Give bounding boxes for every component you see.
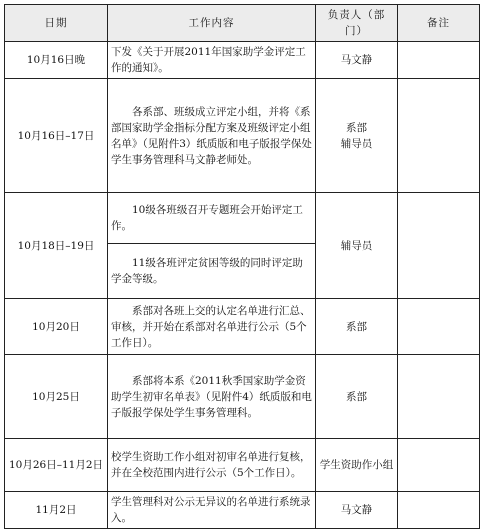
schedule-document	[4, 4, 480, 524]
date-cell: 10月26日–11月2日	[5, 439, 108, 492]
work-cell: 校学生资助工作小组对初审名单进行复核，并在全校范围内进行公示（5个工作日）。	[108, 439, 316, 492]
date-cell: 10月18日–19日	[5, 193, 108, 299]
date-cell: 10月16日–17日	[5, 79, 108, 193]
header-row	[5, 5, 480, 42]
note-cell	[398, 439, 480, 492]
date-cell: 10月16日晚	[5, 42, 108, 79]
work-cell: 学生管理科对公示无异议的名单进行系统录入。	[108, 492, 316, 529]
work-cell: 系部对各班上交的认定名单进行汇总、审核，并开始在系部对名单进行公示（5个工作日）。	[108, 299, 316, 355]
owner-cell: 系部 辅导员	[316, 79, 398, 193]
note-cell	[398, 193, 480, 299]
work-cell: 各系部、班级成立评定小组，并将《系部国家助学金指标分配方案及班级评定小组名单》（见附件3）纸质版和电子版报学保处学生事务管理科马文静老师处。	[108, 79, 316, 193]
header-note: 备注	[398, 5, 480, 42]
date-cell: 11月2日	[5, 492, 108, 529]
table-row	[5, 299, 480, 355]
work-cell: 系部将本系《2011秋季国家助学金资助学生初审名单表》（见附件4）纸质版和电子版报学保处学生事务管理科。	[108, 355, 316, 439]
note-cell	[398, 42, 480, 79]
header-owner: 负责人（部门）	[316, 5, 398, 42]
note-cell	[398, 299, 480, 355]
note-cell	[398, 355, 480, 439]
table-row	[5, 355, 480, 439]
work-cell: 下发《关于开展2011年国家助学金评定工作的通知》。	[108, 42, 316, 79]
date-cell: 10月25日	[5, 355, 108, 439]
header-date: 日期	[5, 5, 108, 42]
table-row	[5, 193, 480, 244]
owner-cell: 马文静	[316, 42, 398, 79]
work-cell: 10级各班级召开专题班会开始评定工作。	[108, 193, 316, 244]
work-cell: 11级各班评定贫困等级的同时评定助学金等级。	[108, 244, 316, 299]
owner-cell: 系部	[316, 355, 398, 439]
schedule-table	[4, 4, 480, 529]
table-row	[5, 79, 480, 193]
note-cell	[398, 492, 480, 529]
table-row	[5, 42, 480, 79]
owner-cell: 学生资助作小组	[316, 439, 398, 492]
owner-cell: 马文静	[316, 492, 398, 529]
table-row	[5, 439, 480, 492]
table-row	[5, 492, 480, 529]
note-cell	[398, 79, 480, 193]
owner-cell: 辅导员	[316, 193, 398, 299]
date-cell: 10月20日	[5, 299, 108, 355]
owner-cell: 系部	[316, 299, 398, 355]
header-work: 工作内容	[108, 5, 316, 42]
